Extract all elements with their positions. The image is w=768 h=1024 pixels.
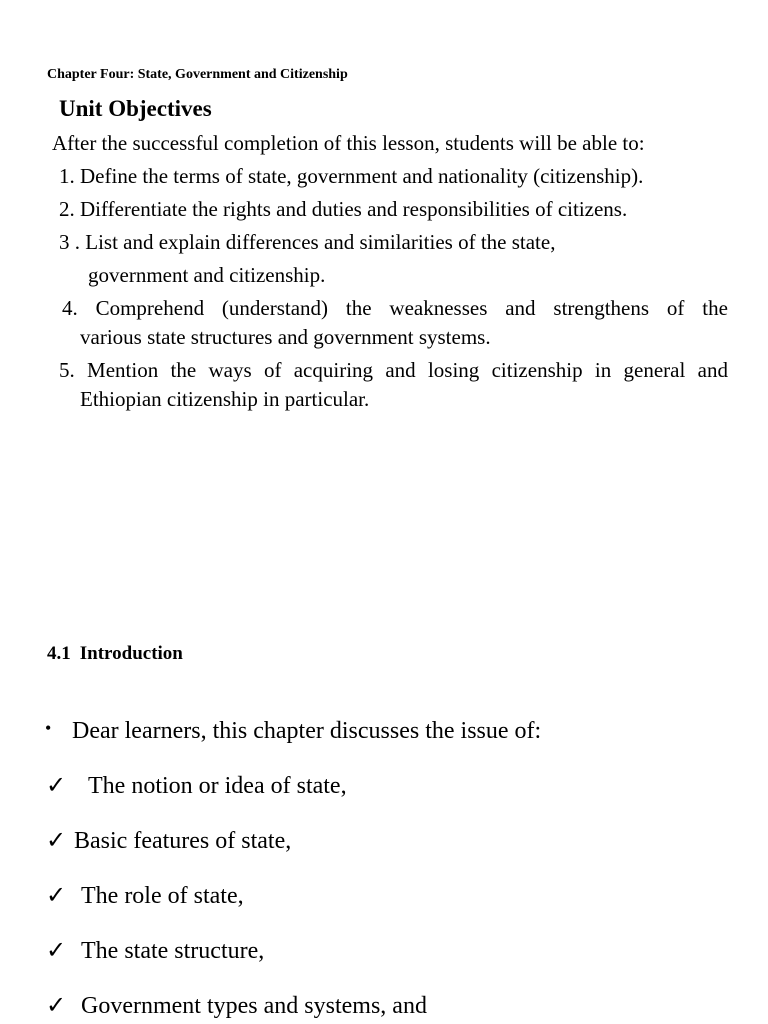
objective-item-4-continuation: various state structures and government systems. (80, 325, 491, 349)
checklist-item-text: The state structure, (81, 938, 265, 964)
objective-word: of (666, 296, 685, 320)
objective-word: of (263, 358, 282, 382)
checklist-item-text: The role of state, (81, 883, 244, 909)
checklist-item (46, 937, 264, 965)
objective-word: losing (427, 358, 480, 382)
objective-item-3: 3 . List and explain differences and similarities of the state, (59, 230, 556, 254)
unit-objectives-title: Unit Objectives (59, 96, 212, 121)
objective-word: the (702, 296, 728, 320)
objective-word: weaknesses (389, 296, 488, 320)
checkmark-icon: ✓ (46, 828, 67, 854)
checklist-item-text: Basic features of state, (74, 828, 292, 854)
objective-word: ways (208, 358, 252, 382)
objective-item-5-continuation: Ethiopian citizenship in particular. (80, 387, 370, 411)
objective-word: citizenship (491, 358, 583, 382)
objective-item-1: 1. Define the terms of state, government and nationality (citizenship). (59, 164, 644, 188)
objective-word: Comprehend (95, 296, 205, 320)
objective-item-2: 2. Differentiate the rights and duties and responsibilities of citizens. (59, 197, 628, 221)
checklist-item (46, 772, 347, 800)
checklist-item (46, 882, 244, 910)
intro-lead-text: Dear learners, this chapter discusses the issue of: (72, 718, 542, 744)
checklist-item (46, 992, 427, 1020)
checkmark-icon: ✓ (46, 773, 67, 799)
checkmark-icon: ✓ (46, 993, 67, 1019)
objective-word: and (505, 296, 536, 320)
objective-word: the (345, 296, 372, 320)
objective-word: strengthens (553, 296, 650, 320)
section-number: 4.1 (47, 643, 71, 664)
checkmark-icon: ✓ (46, 883, 67, 909)
objective-word: and (385, 358, 416, 382)
checklist-item-text: Government types and systems, and (81, 993, 427, 1019)
section-heading-introduction (47, 643, 183, 665)
objective-word: general (623, 358, 686, 382)
bullet-icon: • (45, 718, 52, 738)
objective-word: Mention (87, 358, 159, 382)
objective-word: and (697, 358, 728, 382)
intro-lead-item (45, 717, 541, 746)
objective-word: 4. (62, 296, 78, 320)
objective-word: acquiring (293, 358, 374, 382)
objective-item-5 (59, 358, 728, 383)
section-title: Introduction (79, 643, 183, 664)
checkmark-icon: ✓ (46, 938, 67, 964)
objective-word: the (170, 358, 197, 382)
objective-item-4 (62, 296, 728, 321)
objective-word: in (594, 358, 612, 382)
objectives-intro: After the successful completion of this lesson, students will be able to: (52, 131, 645, 155)
chapter-header: Chapter Four: State, Government and Citizenship (47, 67, 348, 82)
checklist-item (46, 827, 291, 855)
objective-word: (understand) (221, 296, 329, 320)
objective-item-3-continuation: government and citizenship. (88, 263, 326, 287)
objective-word: 5. (59, 358, 75, 382)
checklist-item-text: The notion or idea of state, (88, 773, 347, 799)
